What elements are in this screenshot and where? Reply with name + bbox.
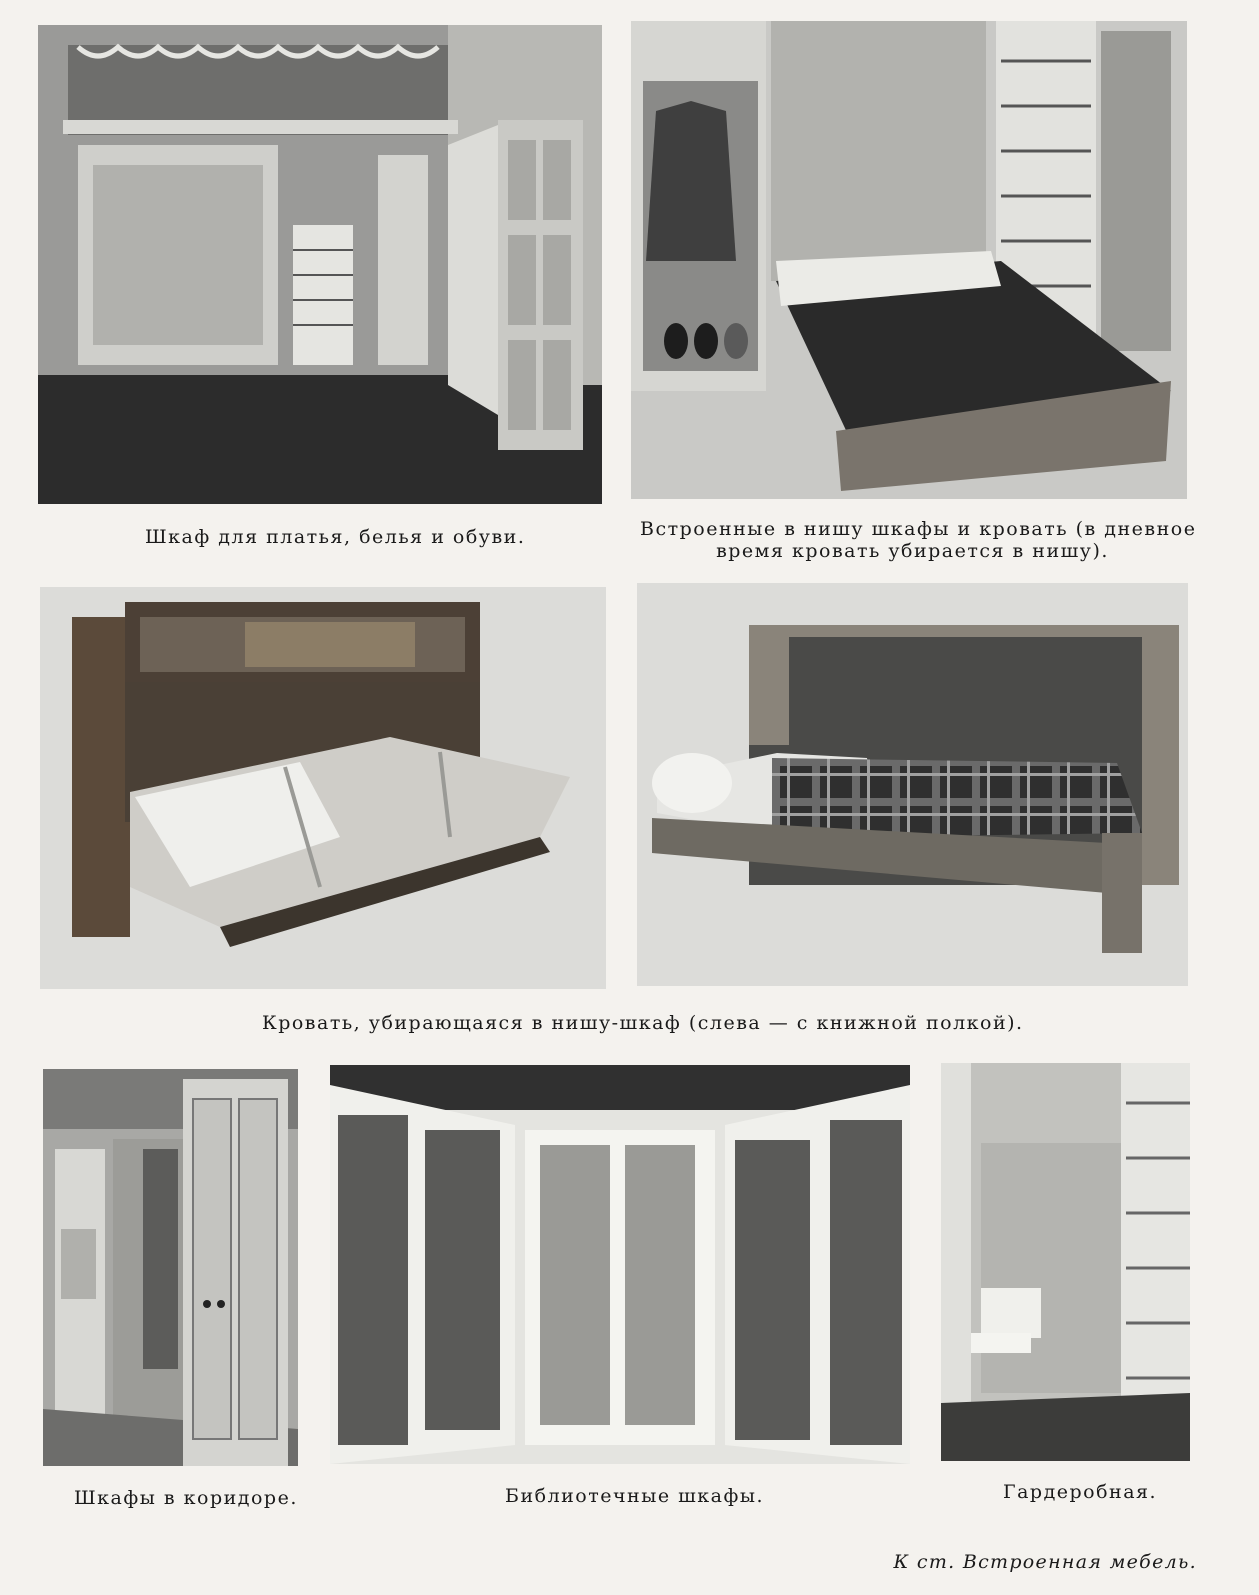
article-reference: К ст. Встроенная мебель. — [893, 1551, 1197, 1573]
caption-niche-bed-line2: время кровать убирается в нишу). — [716, 540, 1109, 562]
caption-niche-bed-line1: Встроенные в нишу шкафы и кровать (в дневное — [640, 518, 1197, 540]
caption-foldaway-beds: Кровать, убирающаяся в нишу-шкаф (слева — с книжной полкой). — [262, 1012, 1024, 1034]
photo-foldaway-bed-plaid — [637, 583, 1188, 986]
photo-niche-cabinets-and-bed — [631, 21, 1187, 499]
photo-library-cabinets — [330, 1065, 910, 1464]
photo-corridor-cabinets — [43, 1069, 298, 1466]
photo-foldaway-bed-with-bookshelf — [40, 587, 606, 989]
caption-wardrobe: Шкаф для платья, белья и обуви. — [145, 526, 526, 548]
caption-dressing-room: Гардеробная. — [1003, 1481, 1158, 1503]
photo-wardrobe-clothes-linen-shoes — [38, 25, 602, 504]
caption-niche-bed — [640, 518, 1197, 562]
caption-corridor: Шкафы в коридоре. — [74, 1487, 298, 1509]
caption-library: Библиотечные шкафы. — [505, 1485, 765, 1507]
photo-dressing-room — [941, 1063, 1190, 1461]
